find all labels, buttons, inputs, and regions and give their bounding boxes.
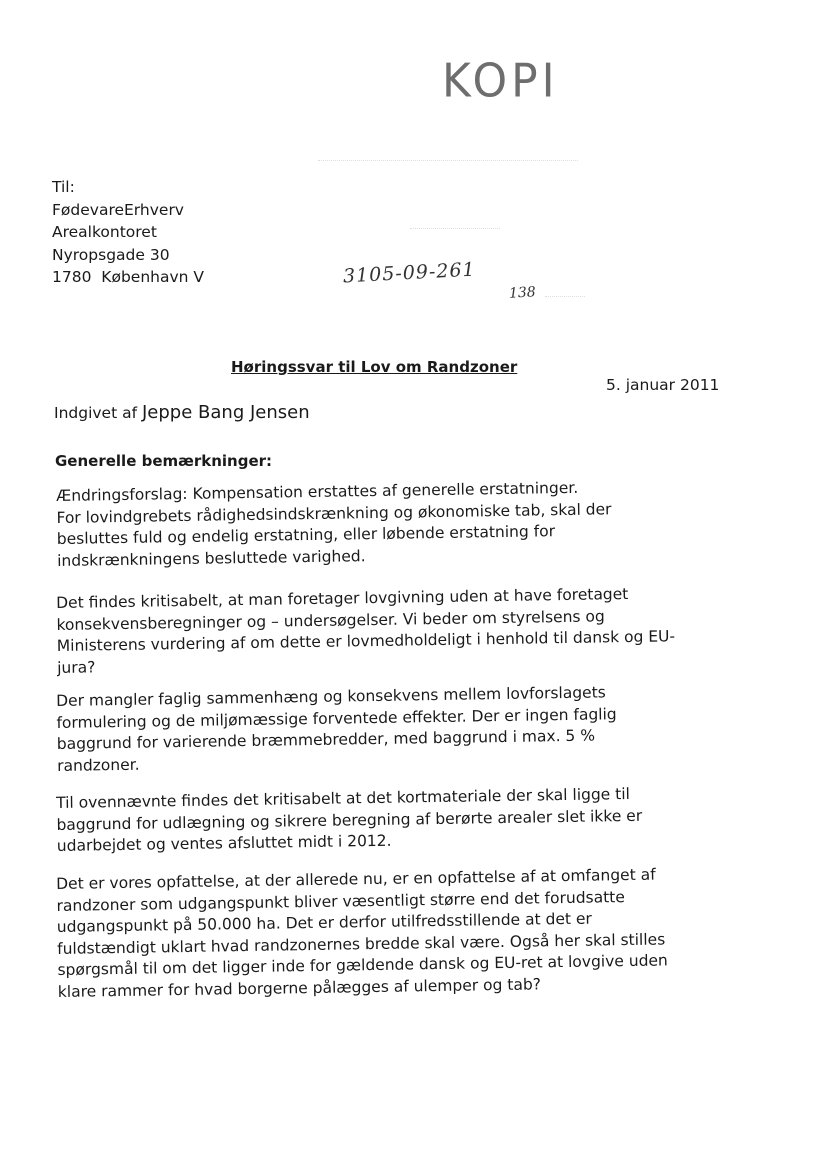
paragraph-4: [56, 782, 747, 857]
paragraph-line: Til ovennævnte findes det kritisabelt at det kortmateriale der skal ligge til: [56, 784, 631, 812]
paragraph-line: udarbejdet og ventes afsluttet midt i 2012.: [56, 831, 392, 855]
paragraph-line: besluttes fuld og endelig erstatning, eller løbende erstatning for: [56, 522, 556, 548]
kopi-stamp: KOPI: [442, 54, 559, 109]
paragraph-line: Der mangler faglig sammenhæng og konsekvens mellem lovforslagets: [56, 683, 606, 710]
paragraph-line: Det er vores opfattelse, at der allerede nu, er en opfattelse af at omfanget af: [56, 865, 656, 893]
recipient-line: FødevareErhverv: [52, 200, 184, 219]
paragraph-line: klare rammer for hvad borgerne pålægges af ulemper og tab?: [57, 974, 542, 1001]
recipient-line: Arealkontoret: [52, 223, 157, 241]
journal-sub-number: 138: [508, 284, 537, 302]
submitted-by: [54, 402, 310, 423]
paragraph-line: konsekvensberegninger og – undersøgelser. Vi beder om styrelsens og: [56, 606, 605, 634]
paragraph-line: baggrund for udlægning og sikrere beregning af berørte arealer slet ikke er: [56, 806, 643, 834]
paragraph-line: randzoner som udgangspunkt bliver væsentligt større end det forudsatte: [56, 887, 625, 915]
paragraph-line: Det findes kritisabelt, at man foretager lovgivning uden at have foretaget: [56, 585, 629, 612]
paragraph-line: randzoner.: [57, 755, 140, 775]
paragraph-line: udgangspunkt på 50.000 ha. Det er derfor utilfredsstillende at det er: [56, 909, 593, 936]
paragraph-line: indskrænkningens besluttede varighed.: [57, 546, 366, 570]
paragraph-5: [56, 863, 748, 1003]
paragraph-line: fuldstændigt uklart hvad randzonernes bredde skal være. Også her skal stilles: [57, 929, 666, 958]
paragraph-line: jura?: [57, 657, 96, 677]
paragraph-line: For lovindgrebets rådighedsindskrænkning og økonomiske tab, skal der: [56, 499, 612, 527]
paragraph-2: [56, 582, 747, 679]
faint-stamp-line: [545, 296, 585, 305]
paragraph-line: Ændringsforslag: Kompensation erstattes af generelle erstatninger.: [56, 478, 579, 505]
paragraph-line: spørgsmål til om det ligger inde for gældende dansk og EU-ret at lovgive uden: [57, 951, 668, 979]
paragraph-1: [56, 475, 747, 572]
submitted-prefix: Indgivet af: [54, 404, 138, 422]
faint-received-stamp-line: [410, 228, 500, 237]
paragraph-line: baggrund for varierende bræmmebredder, med baggrund i max. 5 %: [56, 726, 596, 753]
paragraph-line: Ministerens vurdering af om dette er lovmedholdeligt i henhold til dansk og EU-: [56, 627, 676, 655]
faint-received-stamp: [318, 160, 578, 175]
submitted-name: Jeppe Bang Jensen: [142, 402, 310, 423]
recipient-address: [52, 176, 204, 289]
section-heading: Generelle bemærkninger:: [55, 452, 273, 470]
letter-title: Høringssvar til Lov om Randzoner: [231, 358, 518, 376]
recipient-line: 1780 København V: [52, 268, 204, 286]
journal-number: 3105-09-261: [342, 258, 477, 288]
paragraph-line: formulering og de miljømæssige forventede effekter. Der er ingen faglig: [56, 704, 617, 732]
recipient-line: Nyropsgade 30: [52, 245, 170, 264]
paragraph-3: [56, 680, 747, 777]
recipient-label: Til:: [52, 178, 75, 196]
letter-date: 5. januar 2011: [606, 376, 720, 394]
